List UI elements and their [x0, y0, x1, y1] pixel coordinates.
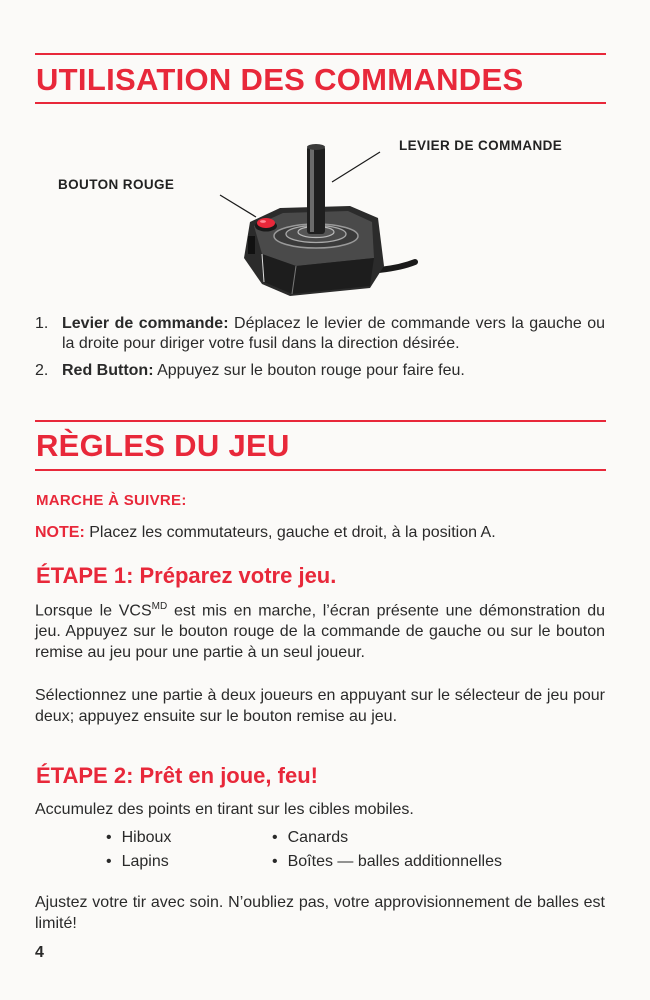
bullet-item: • Hiboux	[106, 829, 172, 846]
section-rule	[35, 420, 606, 422]
callout-arrows	[220, 152, 380, 217]
list-number: 1.	[35, 315, 49, 332]
section-title-rules: RÈGLES DU JEU	[36, 428, 290, 463]
step1-paragraph-2: Sélectionnez une partie à deux joueurs en appuyant sur le sélecteur de jeu pour deux; appuyez ensuite sur le bouton remise au jeu.	[35, 687, 605, 725]
controls-list	[35, 314, 605, 389]
list-item	[35, 314, 605, 353]
text-run: est mis en marche, l’écran présente une démonstration du jeu. Appuyez sur le bouton rouge de la commande de gauche ou sur le bouton remise au jeu pour une partie à un seul joueur.	[35, 602, 605, 662]
bullet-item: • Lapins	[106, 853, 169, 870]
callout-lever-label: LEVIER DE COMMANDE	[399, 138, 563, 153]
step1-paragraph-1	[35, 596, 605, 663]
note-text: Placez les commutateurs, gauche et droit, à la position A.	[84, 524, 496, 541]
joystick-illustration	[0, 0, 650, 320]
list-label: Levier de commande:	[62, 315, 229, 332]
step2-title: ÉTAPE 2: Prêt en joue, feu!	[36, 763, 318, 788]
trademark-superscript: MD	[151, 601, 168, 612]
list-text: Appuyez sur le bouton rouge pour faire feu.	[153, 362, 465, 379]
bullet-item: • Boîtes — balles additionnelles	[272, 853, 502, 870]
joystick-lever	[307, 144, 325, 234]
step1-title: ÉTAPE 1: Préparez votre jeu.	[36, 563, 337, 588]
bullet-item: • Canards	[272, 829, 349, 846]
step2-intro: Accumulez des points en tirant sur les cibles mobiles.	[35, 801, 414, 818]
section-title-controls: UTILISATION DES COMMANDES	[36, 62, 524, 97]
bullet-text: Canards	[287, 829, 349, 846]
step2-outro: Ajustez votre tir avec soin. N’oubliez pas, votre approvisionnement de balles est limité!	[35, 894, 605, 932]
text-run: Lorsque le VCS	[35, 602, 152, 620]
page-number: 4	[35, 944, 44, 961]
bullet-text: Lapins	[121, 853, 169, 870]
title-rule	[35, 469, 606, 471]
list-item	[35, 361, 605, 381]
note-label: NOTE:	[35, 524, 85, 541]
callout-button-label: BOUTON ROUGE	[58, 177, 175, 192]
note-paragraph	[35, 522, 605, 543]
list-label: Red Button:	[62, 362, 154, 379]
bullet-text: Hiboux	[121, 829, 172, 846]
list-number: 2.	[35, 362, 49, 379]
bullet-text: Boîtes — balles additionnelles	[287, 853, 502, 870]
list-text: Déplacez le levier de commande vers la gauche ou la droite pour diriger votre fusil dans la direction désirée.	[62, 315, 606, 352]
subheading-procedure: MARCHE À SUIVRE:	[36, 492, 187, 509]
